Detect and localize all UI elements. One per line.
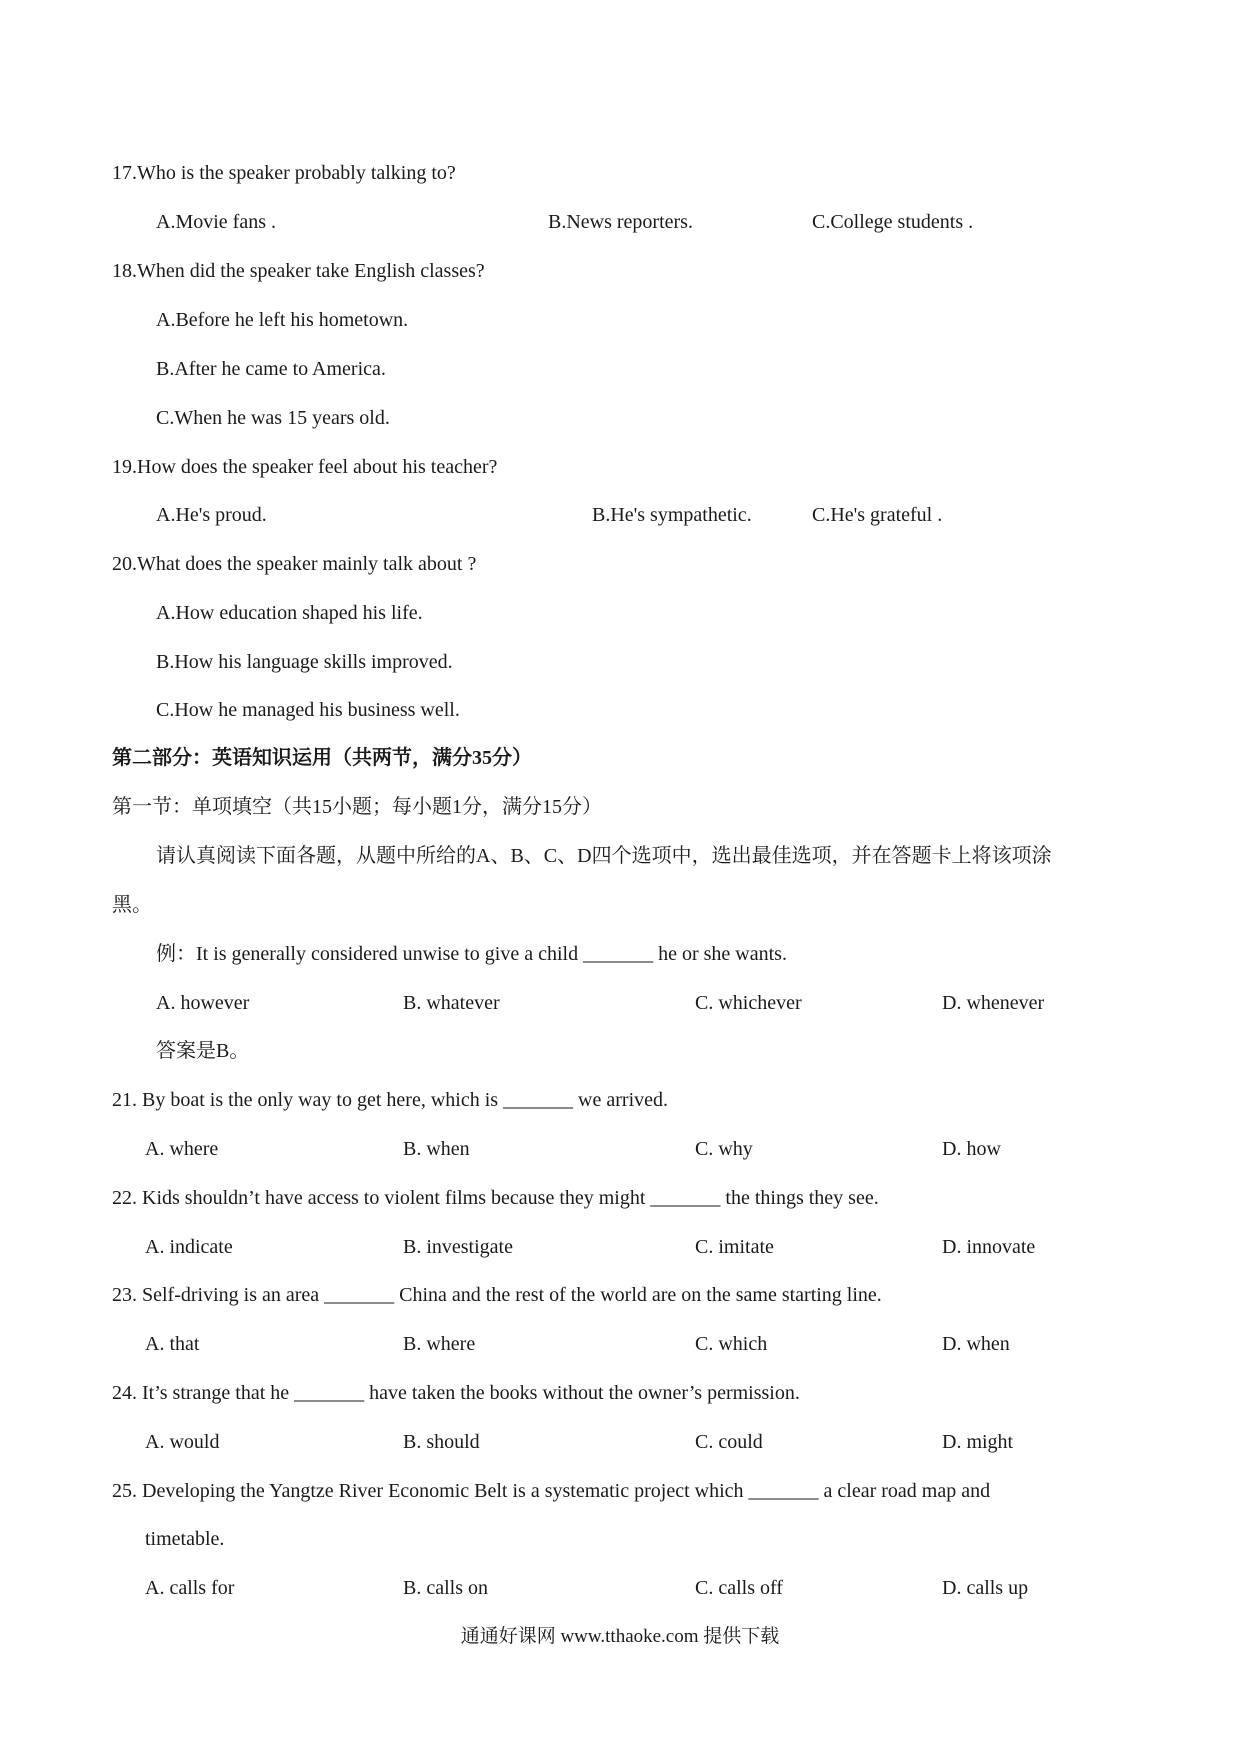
q25-option-c: C. calls off [695,1577,783,1599]
q19-option-c: C.He's grateful . [812,504,943,526]
q20-option-b: B.How his language skills improved. [156,651,453,673]
part2-heading: 第二部分：英语知识运用（共两节，满分35分） [112,747,532,769]
q19-option-b: B.He's sympathetic. [592,504,752,526]
q22-option-b: B. investigate [403,1236,513,1258]
q23-stem: 23. Self-driving is an area _______ China and the rest of the world are on the same starting line. [112,1284,882,1306]
q18-option-b: B.After he came to America. [156,358,386,380]
q18-stem: 18.When did the speaker take English classes? [112,260,485,282]
example-option-b: B. whatever [403,992,500,1014]
q22-option-c: C. imitate [695,1236,774,1258]
q17-option-a: A.Movie fans . [156,211,276,233]
q17-option-c: C.College students . [812,211,974,233]
page-footer: 通通好课网 www.tthaoke.com 提供下载 [460,1626,780,1647]
q22-stem: 22. Kids shouldn’t have access to violent films because they might _______ the things they see. [112,1187,879,1209]
q25-option-a: A. calls for [145,1577,235,1599]
q21-stem: 21. By boat is the only way to get here, which is _______ we arrived. [112,1089,668,1111]
example-stem: 例：It is generally considered unwise to give a child _______ he or she wants. [156,943,787,965]
q24-option-a: A. would [145,1431,220,1453]
q23-option-b: B. where [403,1333,476,1355]
instruction-line2: 黑。 [112,894,152,916]
q20-stem: 20.What does the speaker mainly talk about ? [112,553,477,575]
q25-option-b: B. calls on [403,1577,488,1599]
example-option-a: A. however [156,992,250,1014]
q21-option-c: C. why [695,1138,753,1160]
q18-option-a: A.Before he left his hometown. [156,309,409,331]
q24-stem: 24. It’s strange that he _______ have taken the books without the owner’s permission. [112,1382,800,1404]
instruction-line1: 请认真阅读下面各题，从题中所给的A、B、C、D四个选项中，选出最佳选项，并在答题卡上将该项涂 [156,845,1052,867]
q22-option-a: A. indicate [145,1236,233,1258]
q25-option-d: D. calls up [942,1577,1029,1599]
q21-option-a: A. where [145,1138,219,1160]
section1-title: 第一节：单项填空（共15小题；每小题1分，满分15分） [112,796,602,818]
q19-stem: 19.How does the speaker feel about his teacher? [112,456,498,478]
q21-option-d: D. how [942,1138,1001,1160]
q17-option-b: B.News reporters. [548,211,693,233]
q23-option-d: D. when [942,1333,1010,1355]
q23-option-c: C. which [695,1333,768,1355]
q24-option-c: C. could [695,1431,763,1453]
example-answer: 答案是B。 [156,1040,250,1062]
q24-option-b: B. should [403,1431,480,1453]
q25-stem-line2: timetable. [145,1528,225,1550]
q20-option-a: A.How education shaped his life. [156,602,423,624]
example-option-c: C. whichever [695,992,802,1014]
example-option-d: D. whenever [942,992,1045,1014]
q19-option-a: A.He's proud. [156,504,267,526]
q20-option-c: C.How he managed his business well. [156,699,460,721]
q25-stem-line1: 25. Developing the Yangtze River Economic Belt is a systematic project which _______ a clear road map and [112,1480,991,1502]
q24-option-d: D. might [942,1431,1014,1453]
q21-option-b: B. when [403,1138,470,1160]
q23-option-a: A. that [145,1333,200,1355]
q17-stem: 17.Who is the speaker probably talking to? [112,162,456,184]
q22-option-d: D. innovate [942,1236,1036,1258]
q18-option-c: C.When he was 15 years old. [156,407,390,429]
